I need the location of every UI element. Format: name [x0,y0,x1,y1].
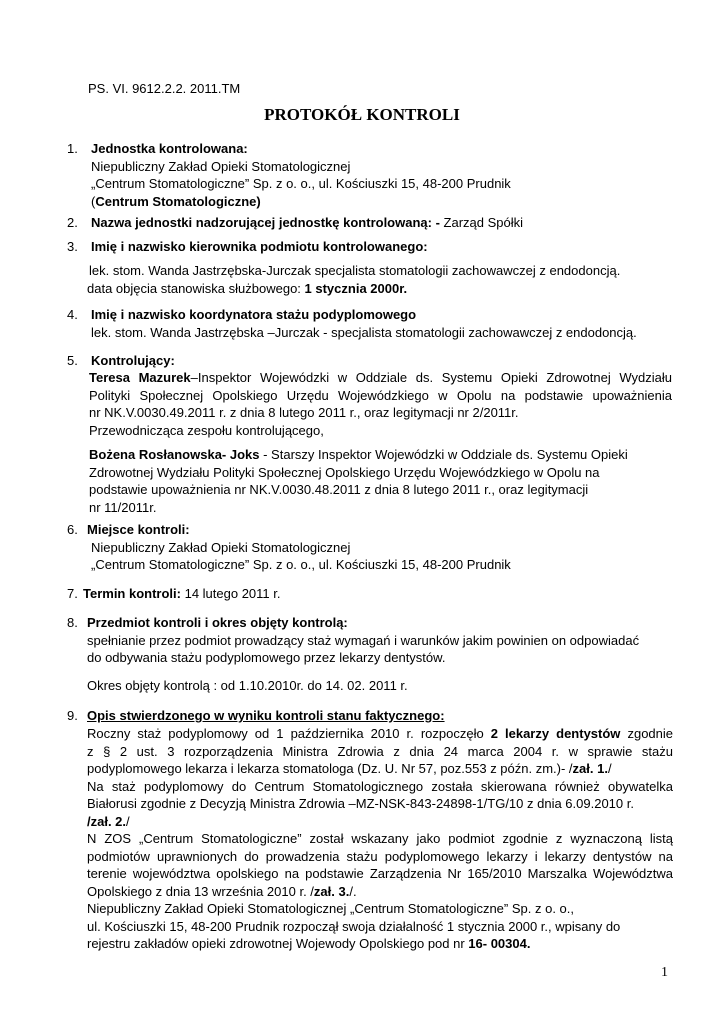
scope-line-1: spełnianie przez podmiot prowadzący staż wymagań i warunków jakim powinien on odpowiadać [87,632,640,648]
section-date [83,585,281,603]
findings-l5: Białorusi zgodnie z Decyzją Ministra Zdrowia –MZ-NSK-843-24898-1/TG/10 z dnia 6.09.2010 r. [87,796,634,811]
section-heading: Imię i nazwisko koordynatora stażu podyplomowego [91,307,417,322]
section-number: 2. [67,215,78,230]
page-number: 1 [661,965,668,980]
unit-short-name: Centrum Stomatologiczne) [95,193,261,209]
section-number: 4. [67,307,78,322]
scope-period-text: Okres objęty kontrolą : od 1.10.2010r. do 14. 02. 2011 r. [87,678,408,693]
supervising-unit-value: Zarząd Spółki [439,215,523,230]
attachment-2-end: / [126,813,130,829]
section-inspectors-heading [91,352,175,370]
unit-name: Niepubliczny Zakład Opieki Stomatologicznej [91,158,351,174]
findings-l2: z § 2 ust. 3 rozporządzenia Ministra Zdrowia z dnia 24 marca 2004 r. w sprawie stażu [87,743,673,759]
appointment-date: 1 stycznia 2000r. [304,280,408,296]
section-number: 3. [67,239,78,254]
reference-number: PS. VI. 9612.2.2. 2011.TM [88,81,241,96]
section-number: 1. [67,141,78,156]
inspector-1-name: Teresa Mazurek [89,370,191,385]
findings-l4: Na staż podyplomowy do Centrum Stomatologicznego została skierowana również obywatelka [87,778,673,794]
findings-paragraph-1 [87,725,673,900]
section-heading: Jednostka kontrolowana: [91,141,248,156]
findings-paragraph-2 [87,900,620,953]
location-address: „Centrum Stomatologiczne” Sp. z o. o., ul. Kościuszki 15, 48-200 Prudnik [91,557,511,572]
scope-line-2: do odbywania stażu podyplomowego przez lekarzy dentystów. [87,650,446,665]
inspector-2 [89,446,661,516]
scope-period [87,677,408,695]
findings-l9: terenie województwa opolskiego na podstawie Zarządzenia Nr 165/2010 Marszalka Województwa [87,866,673,881]
findings-p2-l2: ul. Kościuszki 15, 48-200 Prudnik rozpoczął swoja działalność 1 stycznia 2000 r., wpisany do [87,918,621,934]
section-number: 9. [67,708,78,723]
findings-l1-end: zgodnie [620,726,674,741]
attachment-3-end: /. [349,883,357,899]
unit-address: „Centrum Stomatologiczne” Sp. z o. o., ul. Kościuszki 15, 48-200 Prudnik [91,176,511,191]
section-heading: Imię i nazwisko kierownika podmiotu kontrolowanego: [91,239,428,254]
inspector-2-line2: Zdrowotnej Wydziału Polityki Społecznej Opolskiego Urzędu Wojewódzkiego w Opolu na [89,464,600,480]
inspector-2-role: - Starszy Inspektor Wojewódzki w Oddziale ds. Systemu Opieki [259,447,628,462]
findings-l7: N ZOS „Centrum Stomatologiczne” został wskazany jako podmiot zgodnie z wyznaczoną listą [87,831,673,846]
findings-p2-l1: Niepubliczny Zakład Opieki Stomatologicznej „Centrum Stomatologiczne” Sp. z o. o., [87,901,574,916]
location-name: Niepubliczny Zakład Opieki Stomatologicznej [91,539,351,555]
section-number: 5. [67,353,78,368]
head-of-entity-name: lek. stom. Wanda Jastrzębska-Jurczak specjalista stomatologii zachowawczej z endodoncją. [89,263,621,278]
paren-open: ( [91,193,96,209]
section-heading: Termin kontroli: [83,586,181,601]
section-findings-heading [87,707,445,725]
coordinator-name: lek. stom. Wanda Jastrzębska –Jurczak - specjalista stomatologii zachowawczej z endodoncją. [91,324,637,340]
section-heading: Miejsce kontroli: [87,522,190,537]
inspector-1-role: –Inspektor Wojewódzki w Oddziale ds. Systemu Opieki Zdrowotnej Wydziału [190,370,672,385]
section-location [87,521,511,574]
inspector-1-function: Przewodnicząca zespołu kontrolującego, [89,422,324,438]
head-of-entity-details [89,262,620,297]
findings-l10: Opolskiego z dnia 13 września 2010 r. / [87,883,314,899]
section-heading: Kontrolujący: [91,353,175,368]
findings-l1-text: Roczny staż podyplomowy od 1 października 2010 r. rozpoczęło [87,726,491,741]
inspector-1-authorization: nr NK.V.0030.49.2011 r. z dnia 8 lutego 2011 r., oraz legitymacji nr 2/2011r. [89,405,519,420]
section-scope [87,614,639,667]
inspection-date: 14 lutego 2011 r. [180,586,281,601]
attachment-3: zał. 3. [313,883,350,899]
appointment-label: data objęcia stanowiska służbowego: [87,280,305,296]
section-heading: Opis stwierdzonego w wyniku kontroli stanu faktycznego: [87,708,445,723]
section-number: 6. [67,522,78,537]
section-number: 8. [67,615,78,630]
section-heading: Przedmiot kontroli i okres objęty kontrolą: [87,615,348,630]
inspector-2-name: Bożena Rosłanowska- Joks [89,447,260,462]
findings-p2-l3: rejestru zakładów opieki zdrowotnej Wojewody Opolskiego pod nr [87,936,469,951]
findings-l1-count: 2 lekarzy dentystów [490,726,621,741]
inspector-2-line3: podstawie upoważnienia nr NK.V.0030.48.2011 z dnia 8 lutego 2011 r., oraz legitymacji [89,482,589,497]
inspector-2-line4: nr 11/2011r. [89,499,157,515]
attachment-2: /zał. 2. [87,813,127,829]
section-head-of-entity [91,238,428,256]
page-title: PROTOKÓŁ KONTROLI [264,105,460,124]
findings-l3: podyplomowego lekarza i lekarza stomatologa (Dz. U. Nr 57, poz.553 z późn. zm.)- / [87,761,573,776]
section-supervising-unit [91,214,523,232]
section-controlled-unit [91,140,511,210]
registry-number: 16- 00304. [468,936,531,951]
inspector-1-line2: Polityki Społecznej Opolskiego Urzędu Wojewódzkiego w Opolu na podstawie upoważnienia [89,387,672,403]
findings-l8: podmiotów uprawnionych do prowadzenia stażu podyplomowego lekarzy i lekarzy dentystów na [87,848,673,864]
section-heading: Nazwa jednostki nadzorującej jednostkę kontrolowaną: - [91,215,440,230]
section-coordinator [91,306,637,341]
section-number: 7. [67,586,78,601]
inspector-1 [89,369,672,439]
attachment-1-end: / [607,761,612,776]
attachment-1: zał. 1. [572,761,608,776]
